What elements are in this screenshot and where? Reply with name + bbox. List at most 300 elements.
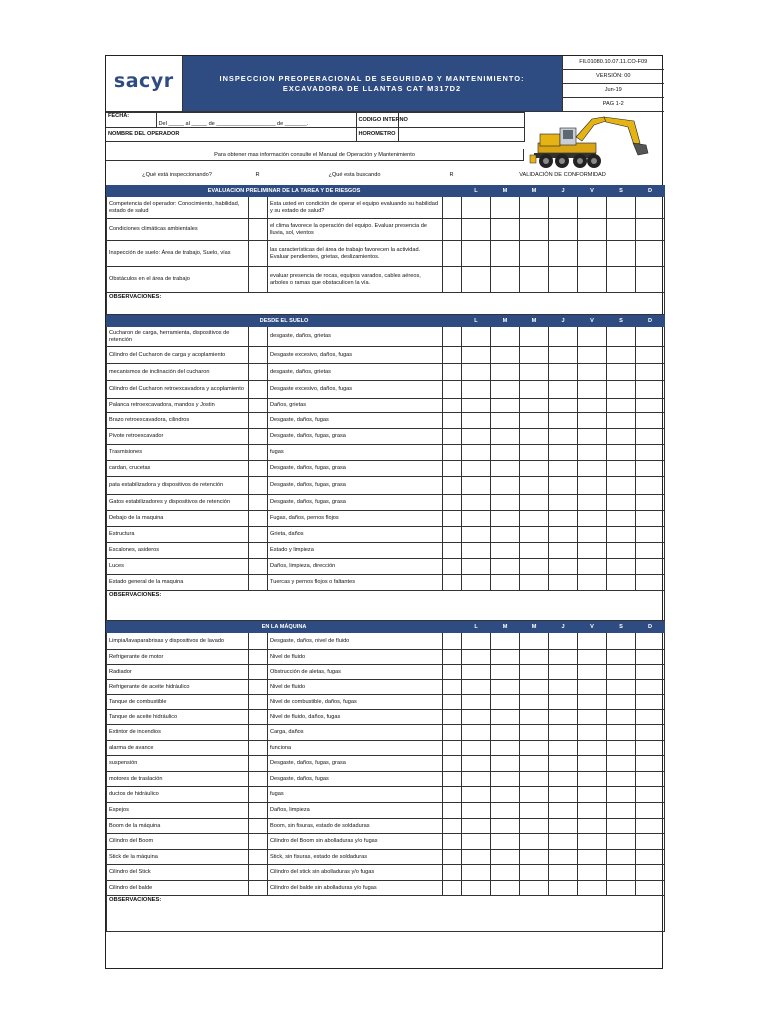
day-check-cell[interactable] [520,756,549,772]
day-check-cell[interactable] [607,495,636,511]
day-check-cell[interactable] [520,543,549,559]
day-check-cell[interactable] [520,881,549,896]
day-check-cell[interactable] [549,527,578,543]
day-check-cell[interactable] [578,543,607,559]
r-check-cell[interactable] [249,219,268,241]
day-check-cell[interactable] [607,413,636,429]
day-check-cell[interactable] [520,461,549,477]
day-check-cell[interactable] [636,633,665,650]
day-check-cell[interactable] [462,865,491,881]
day-check-cell[interactable] [549,445,578,461]
day-check-cell[interactable] [578,834,607,850]
day-check-cell[interactable] [636,413,665,429]
r-check-cell[interactable] [249,575,268,591]
day-check-cell[interactable] [520,741,549,756]
day-check-cell[interactable] [491,834,520,850]
day-check-cell[interactable] [491,575,520,591]
day-check-cell[interactable] [549,803,578,819]
r-check-cell[interactable] [249,364,268,381]
day-check-cell[interactable] [549,381,578,399]
r-check-cell[interactable] [249,650,268,665]
day-check-cell[interactable] [607,710,636,725]
r2-check-cell[interactable] [443,347,462,364]
day-check-cell[interactable] [578,881,607,896]
day-check-cell[interactable] [578,787,607,803]
r2-check-cell[interactable] [443,865,462,881]
day-check-cell[interactable] [549,327,578,347]
day-check-cell[interactable] [578,559,607,575]
day-check-cell[interactable] [462,197,491,219]
r2-check-cell[interactable] [443,364,462,381]
r2-check-cell[interactable] [443,413,462,429]
day-check-cell[interactable] [462,819,491,834]
day-check-cell[interactable] [549,865,578,881]
day-check-cell[interactable] [520,680,549,695]
day-check-cell[interactable] [462,834,491,850]
r-check-cell[interactable] [249,327,268,347]
r2-check-cell[interactable] [443,495,462,511]
day-check-cell[interactable] [520,495,549,511]
day-check-cell[interactable] [462,327,491,347]
r2-check-cell[interactable] [443,803,462,819]
r-check-cell[interactable] [249,787,268,803]
day-check-cell[interactable] [520,445,549,461]
r2-check-cell[interactable] [443,429,462,445]
day-check-cell[interactable] [520,197,549,219]
day-check-cell[interactable] [636,725,665,741]
day-check-cell[interactable] [636,327,665,347]
day-check-cell[interactable] [491,477,520,495]
day-check-cell[interactable] [549,633,578,650]
day-check-cell[interactable] [578,399,607,413]
day-check-cell[interactable] [491,445,520,461]
day-check-cell[interactable] [549,819,578,834]
r2-check-cell[interactable] [443,741,462,756]
r-check-cell[interactable] [249,267,268,293]
day-check-cell[interactable] [549,543,578,559]
day-check-cell[interactable] [607,881,636,896]
day-check-cell[interactable] [578,756,607,772]
day-check-cell[interactable] [636,695,665,710]
day-check-cell[interactable] [636,650,665,665]
day-check-cell[interactable] [462,787,491,803]
day-check-cell[interactable] [462,461,491,477]
day-check-cell[interactable] [491,710,520,725]
day-check-cell[interactable] [462,559,491,575]
fecha-field[interactable]: Del _____ al _____ de ___________________ de _______. [156,113,356,128]
day-check-cell[interactable] [491,413,520,429]
day-check-cell[interactable] [549,710,578,725]
day-check-cell[interactable] [520,575,549,591]
r2-check-cell[interactable] [443,219,462,241]
r-check-cell[interactable] [249,241,268,267]
day-check-cell[interactable] [636,710,665,725]
day-check-cell[interactable] [636,865,665,881]
day-check-cell[interactable] [462,399,491,413]
day-check-cell[interactable] [549,741,578,756]
day-check-cell[interactable] [636,787,665,803]
day-check-cell[interactable] [636,461,665,477]
day-check-cell[interactable] [636,575,665,591]
r-check-cell[interactable] [249,772,268,787]
day-check-cell[interactable] [578,219,607,241]
r2-check-cell[interactable] [443,881,462,896]
day-check-cell[interactable] [636,834,665,850]
observaciones-field[interactable]: OBSERVACIONES: [107,896,665,932]
day-check-cell[interactable] [578,461,607,477]
day-check-cell[interactable] [636,347,665,364]
day-check-cell[interactable] [462,850,491,865]
r-check-cell[interactable] [249,695,268,710]
day-check-cell[interactable] [607,347,636,364]
day-check-cell[interactable] [520,267,549,293]
day-check-cell[interactable] [578,327,607,347]
day-check-cell[interactable] [549,461,578,477]
r-check-cell[interactable] [249,665,268,680]
day-check-cell[interactable] [520,803,549,819]
r-check-cell[interactable] [249,680,268,695]
day-check-cell[interactable] [520,665,549,680]
day-check-cell[interactable] [607,219,636,241]
day-check-cell[interactable] [578,741,607,756]
day-check-cell[interactable] [462,756,491,772]
r-check-cell[interactable] [249,511,268,527]
r-check-cell[interactable] [249,756,268,772]
day-check-cell[interactable] [491,197,520,219]
day-check-cell[interactable] [607,461,636,477]
day-check-cell[interactable] [491,543,520,559]
day-check-cell[interactable] [462,575,491,591]
day-check-cell[interactable] [491,772,520,787]
day-check-cell[interactable] [636,680,665,695]
day-check-cell[interactable] [462,665,491,680]
day-check-cell[interactable] [636,881,665,896]
r-check-cell[interactable] [249,197,268,219]
day-check-cell[interactable] [549,665,578,680]
day-check-cell[interactable] [636,756,665,772]
day-check-cell[interactable] [491,327,520,347]
day-check-cell[interactable] [491,461,520,477]
day-check-cell[interactable] [520,527,549,543]
r2-check-cell[interactable] [443,559,462,575]
r2-check-cell[interactable] [443,756,462,772]
day-check-cell[interactable] [491,559,520,575]
day-check-cell[interactable] [462,347,491,364]
r2-check-cell[interactable] [443,241,462,267]
day-check-cell[interactable] [607,575,636,591]
day-check-cell[interactable] [520,650,549,665]
day-check-cell[interactable] [636,445,665,461]
day-check-cell[interactable] [607,772,636,787]
day-check-cell[interactable] [491,241,520,267]
day-check-cell[interactable] [520,429,549,445]
day-check-cell[interactable] [636,543,665,559]
day-check-cell[interactable] [491,819,520,834]
day-check-cell[interactable] [607,445,636,461]
day-check-cell[interactable] [578,197,607,219]
day-check-cell[interactable] [636,527,665,543]
day-check-cell[interactable] [549,650,578,665]
day-check-cell[interactable] [491,267,520,293]
day-check-cell[interactable] [636,197,665,219]
day-check-cell[interactable] [636,495,665,511]
day-check-cell[interactable] [578,725,607,741]
day-check-cell[interactable] [549,881,578,896]
day-check-cell[interactable] [578,445,607,461]
day-check-cell[interactable] [636,819,665,834]
day-check-cell[interactable] [549,834,578,850]
day-check-cell[interactable] [491,881,520,896]
day-check-cell[interactable] [578,680,607,695]
day-check-cell[interactable] [520,710,549,725]
day-check-cell[interactable] [636,241,665,267]
r2-check-cell[interactable] [443,197,462,219]
day-check-cell[interactable] [462,477,491,495]
day-check-cell[interactable] [549,347,578,364]
day-check-cell[interactable] [607,633,636,650]
day-check-cell[interactable] [462,381,491,399]
day-check-cell[interactable] [607,695,636,710]
day-check-cell[interactable] [520,559,549,575]
day-check-cell[interactable] [607,819,636,834]
day-check-cell[interactable] [607,756,636,772]
r2-check-cell[interactable] [443,461,462,477]
r2-check-cell[interactable] [443,445,462,461]
day-check-cell[interactable] [491,850,520,865]
r-check-cell[interactable] [249,710,268,725]
day-check-cell[interactable] [578,865,607,881]
day-check-cell[interactable] [462,413,491,429]
r-check-cell[interactable] [249,461,268,477]
day-check-cell[interactable] [462,695,491,710]
day-check-cell[interactable] [491,741,520,756]
day-check-cell[interactable] [578,429,607,445]
day-check-cell[interactable] [491,865,520,881]
day-check-cell[interactable] [636,364,665,381]
day-check-cell[interactable] [607,665,636,680]
day-check-cell[interactable] [607,381,636,399]
day-check-cell[interactable] [520,364,549,381]
day-check-cell[interactable] [491,399,520,413]
r2-check-cell[interactable] [443,327,462,347]
day-check-cell[interactable] [636,267,665,293]
day-check-cell[interactable] [607,399,636,413]
day-check-cell[interactable] [607,650,636,665]
day-check-cell[interactable] [520,725,549,741]
r-check-cell[interactable] [249,445,268,461]
day-check-cell[interactable] [491,364,520,381]
r2-check-cell[interactable] [443,477,462,495]
day-check-cell[interactable] [520,787,549,803]
day-check-cell[interactable] [607,267,636,293]
day-check-cell[interactable] [607,850,636,865]
day-check-cell[interactable] [578,803,607,819]
day-check-cell[interactable] [462,267,491,293]
day-check-cell[interactable] [462,741,491,756]
day-check-cell[interactable] [549,680,578,695]
day-check-cell[interactable] [549,413,578,429]
r2-check-cell[interactable] [443,680,462,695]
day-check-cell[interactable] [578,527,607,543]
day-check-cell[interactable] [578,267,607,293]
day-check-cell[interactable] [549,559,578,575]
day-check-cell[interactable] [520,511,549,527]
day-check-cell[interactable] [578,819,607,834]
day-check-cell[interactable] [549,756,578,772]
day-check-cell[interactable] [462,241,491,267]
day-check-cell[interactable] [549,219,578,241]
day-check-cell[interactable] [578,495,607,511]
day-check-cell[interactable] [636,477,665,495]
day-check-cell[interactable] [607,197,636,219]
day-check-cell[interactable] [607,364,636,381]
r-check-cell[interactable] [249,413,268,429]
day-check-cell[interactable] [462,680,491,695]
r2-check-cell[interactable] [443,725,462,741]
r-check-cell[interactable] [249,741,268,756]
day-check-cell[interactable] [520,633,549,650]
day-check-cell[interactable] [462,725,491,741]
observaciones-field[interactable]: OBSERVACIONES: [107,293,665,315]
day-check-cell[interactable] [636,772,665,787]
day-check-cell[interactable] [520,834,549,850]
day-check-cell[interactable] [578,850,607,865]
day-check-cell[interactable] [462,527,491,543]
r-check-cell[interactable] [249,881,268,896]
day-check-cell[interactable] [549,575,578,591]
day-check-cell[interactable] [549,267,578,293]
r-check-cell[interactable] [249,495,268,511]
r-check-cell[interactable] [249,559,268,575]
day-check-cell[interactable] [549,511,578,527]
codigo-interno-field[interactable] [398,113,524,128]
day-check-cell[interactable] [491,633,520,650]
day-check-cell[interactable] [491,381,520,399]
r-check-cell[interactable] [249,725,268,741]
day-check-cell[interactable] [462,543,491,559]
day-check-cell[interactable] [520,241,549,267]
day-check-cell[interactable] [607,327,636,347]
day-check-cell[interactable] [578,477,607,495]
r-check-cell[interactable] [249,850,268,865]
day-check-cell[interactable] [607,527,636,543]
day-check-cell[interactable] [549,364,578,381]
day-check-cell[interactable] [578,772,607,787]
day-check-cell[interactable] [549,695,578,710]
day-check-cell[interactable] [607,803,636,819]
r2-check-cell[interactable] [443,665,462,680]
day-check-cell[interactable] [578,575,607,591]
r-check-cell[interactable] [249,865,268,881]
day-check-cell[interactable] [491,495,520,511]
r2-check-cell[interactable] [443,819,462,834]
day-check-cell[interactable] [462,633,491,650]
day-check-cell[interactable] [462,650,491,665]
day-check-cell[interactable] [636,803,665,819]
day-check-cell[interactable] [607,725,636,741]
day-check-cell[interactable] [607,834,636,850]
day-check-cell[interactable] [462,364,491,381]
r-check-cell[interactable] [249,477,268,495]
day-check-cell[interactable] [549,429,578,445]
day-check-cell[interactable] [491,511,520,527]
day-check-cell[interactable] [520,865,549,881]
day-check-cell[interactable] [636,741,665,756]
day-check-cell[interactable] [578,650,607,665]
horometro-field[interactable] [398,128,524,142]
day-check-cell[interactable] [549,241,578,267]
day-check-cell[interactable] [636,219,665,241]
day-check-cell[interactable] [578,511,607,527]
day-check-cell[interactable] [520,219,549,241]
day-check-cell[interactable] [636,559,665,575]
day-check-cell[interactable] [549,477,578,495]
day-check-cell[interactable] [578,413,607,429]
day-check-cell[interactable] [462,881,491,896]
r2-check-cell[interactable] [443,267,462,293]
day-check-cell[interactable] [578,241,607,267]
r2-check-cell[interactable] [443,399,462,413]
day-check-cell[interactable] [607,477,636,495]
day-check-cell[interactable] [549,197,578,219]
r-check-cell[interactable] [249,819,268,834]
r2-check-cell[interactable] [443,850,462,865]
day-check-cell[interactable] [520,850,549,865]
day-check-cell[interactable] [462,803,491,819]
r2-check-cell[interactable] [443,511,462,527]
day-check-cell[interactable] [607,865,636,881]
day-check-cell[interactable] [520,327,549,347]
day-check-cell[interactable] [578,381,607,399]
day-check-cell[interactable] [491,695,520,710]
day-check-cell[interactable] [491,680,520,695]
day-check-cell[interactable] [491,527,520,543]
day-check-cell[interactable] [520,381,549,399]
day-check-cell[interactable] [520,477,549,495]
day-check-cell[interactable] [491,665,520,680]
r-check-cell[interactable] [249,527,268,543]
day-check-cell[interactable] [520,399,549,413]
day-check-cell[interactable] [578,665,607,680]
r-check-cell[interactable] [249,347,268,364]
day-check-cell[interactable] [491,725,520,741]
day-check-cell[interactable] [607,543,636,559]
r-check-cell[interactable] [249,381,268,399]
day-check-cell[interactable] [520,347,549,364]
r-check-cell[interactable] [249,399,268,413]
r2-check-cell[interactable] [443,772,462,787]
day-check-cell[interactable] [636,381,665,399]
r2-check-cell[interactable] [443,650,462,665]
day-check-cell[interactable] [549,772,578,787]
day-check-cell[interactable] [607,511,636,527]
day-check-cell[interactable] [520,695,549,710]
r2-check-cell[interactable] [443,695,462,710]
day-check-cell[interactable] [549,399,578,413]
day-check-cell[interactable] [578,710,607,725]
day-check-cell[interactable] [549,787,578,803]
r-check-cell[interactable] [249,803,268,819]
day-check-cell[interactable] [636,850,665,865]
day-check-cell[interactable] [636,399,665,413]
day-check-cell[interactable] [520,413,549,429]
r2-check-cell[interactable] [443,543,462,559]
r-check-cell[interactable] [249,543,268,559]
day-check-cell[interactable] [462,495,491,511]
day-check-cell[interactable] [578,364,607,381]
day-check-cell[interactable] [462,445,491,461]
r2-check-cell[interactable] [443,787,462,803]
